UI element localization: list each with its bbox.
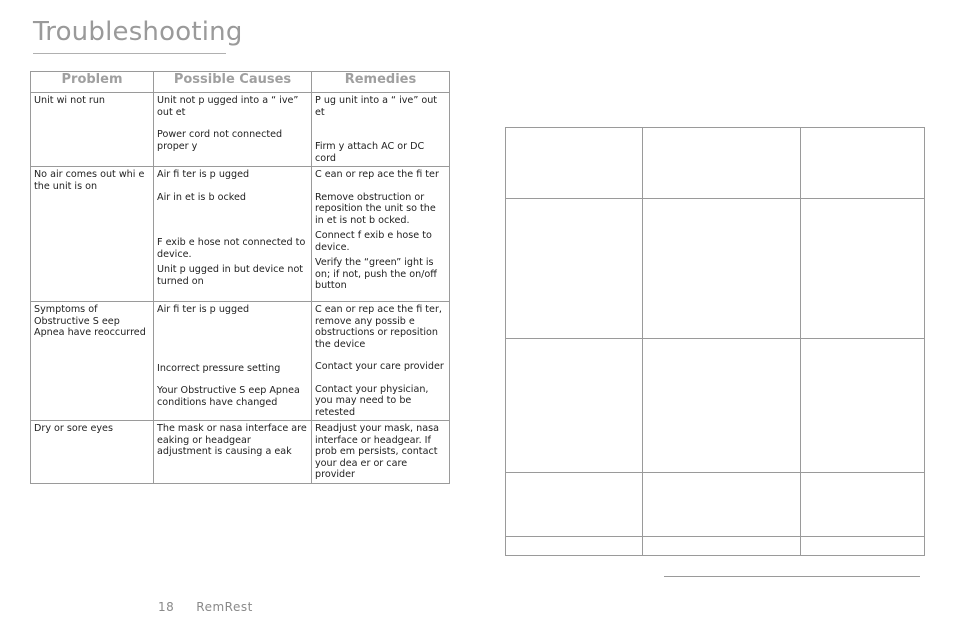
remedy-text: Verify the “green” ight is on; if not, push the on/off button <box>315 257 437 291</box>
blank-cell <box>506 339 643 473</box>
cause-text: Incorrect pressure setting <box>157 362 281 374</box>
blank-cell <box>801 128 925 199</box>
blank-cell <box>643 473 801 537</box>
blank-row <box>506 128 925 199</box>
table-row <box>31 302 450 421</box>
blank-row <box>506 199 925 339</box>
cause-text: Air fi ter is p ugged <box>157 169 250 180</box>
header-problem: Problem <box>31 72 154 93</box>
cause-text: Air fi ter is p ugged <box>157 304 250 315</box>
blank-cell <box>643 128 801 199</box>
blank-cell <box>643 199 801 339</box>
blank-cell <box>643 339 801 473</box>
cause-text: Unit not p ugged into a “ ive” out et <box>157 95 299 118</box>
blank-cell <box>506 199 643 339</box>
blank-cell <box>801 339 925 473</box>
blank-cell <box>643 537 801 556</box>
cause-text: Power cord not connected proper y <box>157 129 283 152</box>
blank-row <box>506 473 925 537</box>
blank-row <box>506 339 925 473</box>
remedy-text: C ean or rep ace the fi ter <box>315 169 439 180</box>
troubleshooting-table <box>30 71 450 484</box>
remedy-text: Contact your physician, you may need to be retested <box>315 383 429 418</box>
blank-row <box>506 537 925 556</box>
footer-rule <box>664 576 920 577</box>
blank-cell <box>506 128 643 199</box>
header-possible-causes: Possible Causes <box>154 72 312 93</box>
problem-cell: Symptoms of Obstructive S eep Apnea have reoccurred <box>31 302 154 421</box>
blank-cell <box>801 473 925 537</box>
page-number: 18 <box>158 600 175 614</box>
remedy-text: Readjust your mask, nasa interface or headgear. If prob em persists, contact your dea er or care provider <box>315 423 439 480</box>
remedies-cell <box>312 302 450 421</box>
table-row <box>31 167 450 302</box>
blank-cell <box>801 199 925 339</box>
page-footer <box>158 600 253 614</box>
table-row <box>31 93 450 167</box>
problem-cell: Dry or sore eyes <box>31 421 154 484</box>
remedy-text: C ean or rep ace the fi ter, remove any possib e obstructions or reposition the device <box>315 304 442 350</box>
cause-text: The mask or nasa interface are eaking or headgear adjustment is causing a eak <box>157 423 307 457</box>
brand-name: RemRest <box>196 600 253 614</box>
cause-text: Your Obstructive S eep Apnea conditions have changed <box>157 385 300 408</box>
remedy-text: Remove obstruction or reposition the unit so the in et is not b ocked. <box>315 191 436 226</box>
problem-cell: No air comes out whi e the unit is on <box>31 167 154 302</box>
header-remedies: Remedies <box>312 72 450 93</box>
remedies-cell <box>312 421 450 484</box>
causes-cell <box>154 93 312 167</box>
remedy-text: Connect f exib e hose to device. <box>315 230 432 253</box>
table-header-row <box>31 72 450 93</box>
blank-grid-table <box>505 127 925 556</box>
causes-cell <box>154 167 312 302</box>
remedies-cell <box>312 167 450 302</box>
blank-cell <box>801 537 925 556</box>
causes-cell <box>154 302 312 421</box>
cause-text: F exib e hose not connected to device. <box>157 237 306 260</box>
blank-cell <box>506 537 643 556</box>
remedy-text: P ug unit into a “ ive” out et <box>315 95 438 118</box>
remedy-text: Firm y attach AC or DC cord <box>315 141 425 164</box>
remedies-cell <box>312 93 450 167</box>
title-underline <box>33 53 226 54</box>
blank-cell <box>506 473 643 537</box>
page-title: Troubleshooting <box>33 17 243 47</box>
cause-text: Air in et is b ocked <box>157 191 246 203</box>
remedy-text: Contact your care provider <box>315 361 444 372</box>
table-row <box>31 421 450 484</box>
cause-text: Unit p ugged in but device not turned on <box>157 264 304 287</box>
causes-cell <box>154 421 312 484</box>
problem-cell: Unit wi not run <box>31 93 154 167</box>
